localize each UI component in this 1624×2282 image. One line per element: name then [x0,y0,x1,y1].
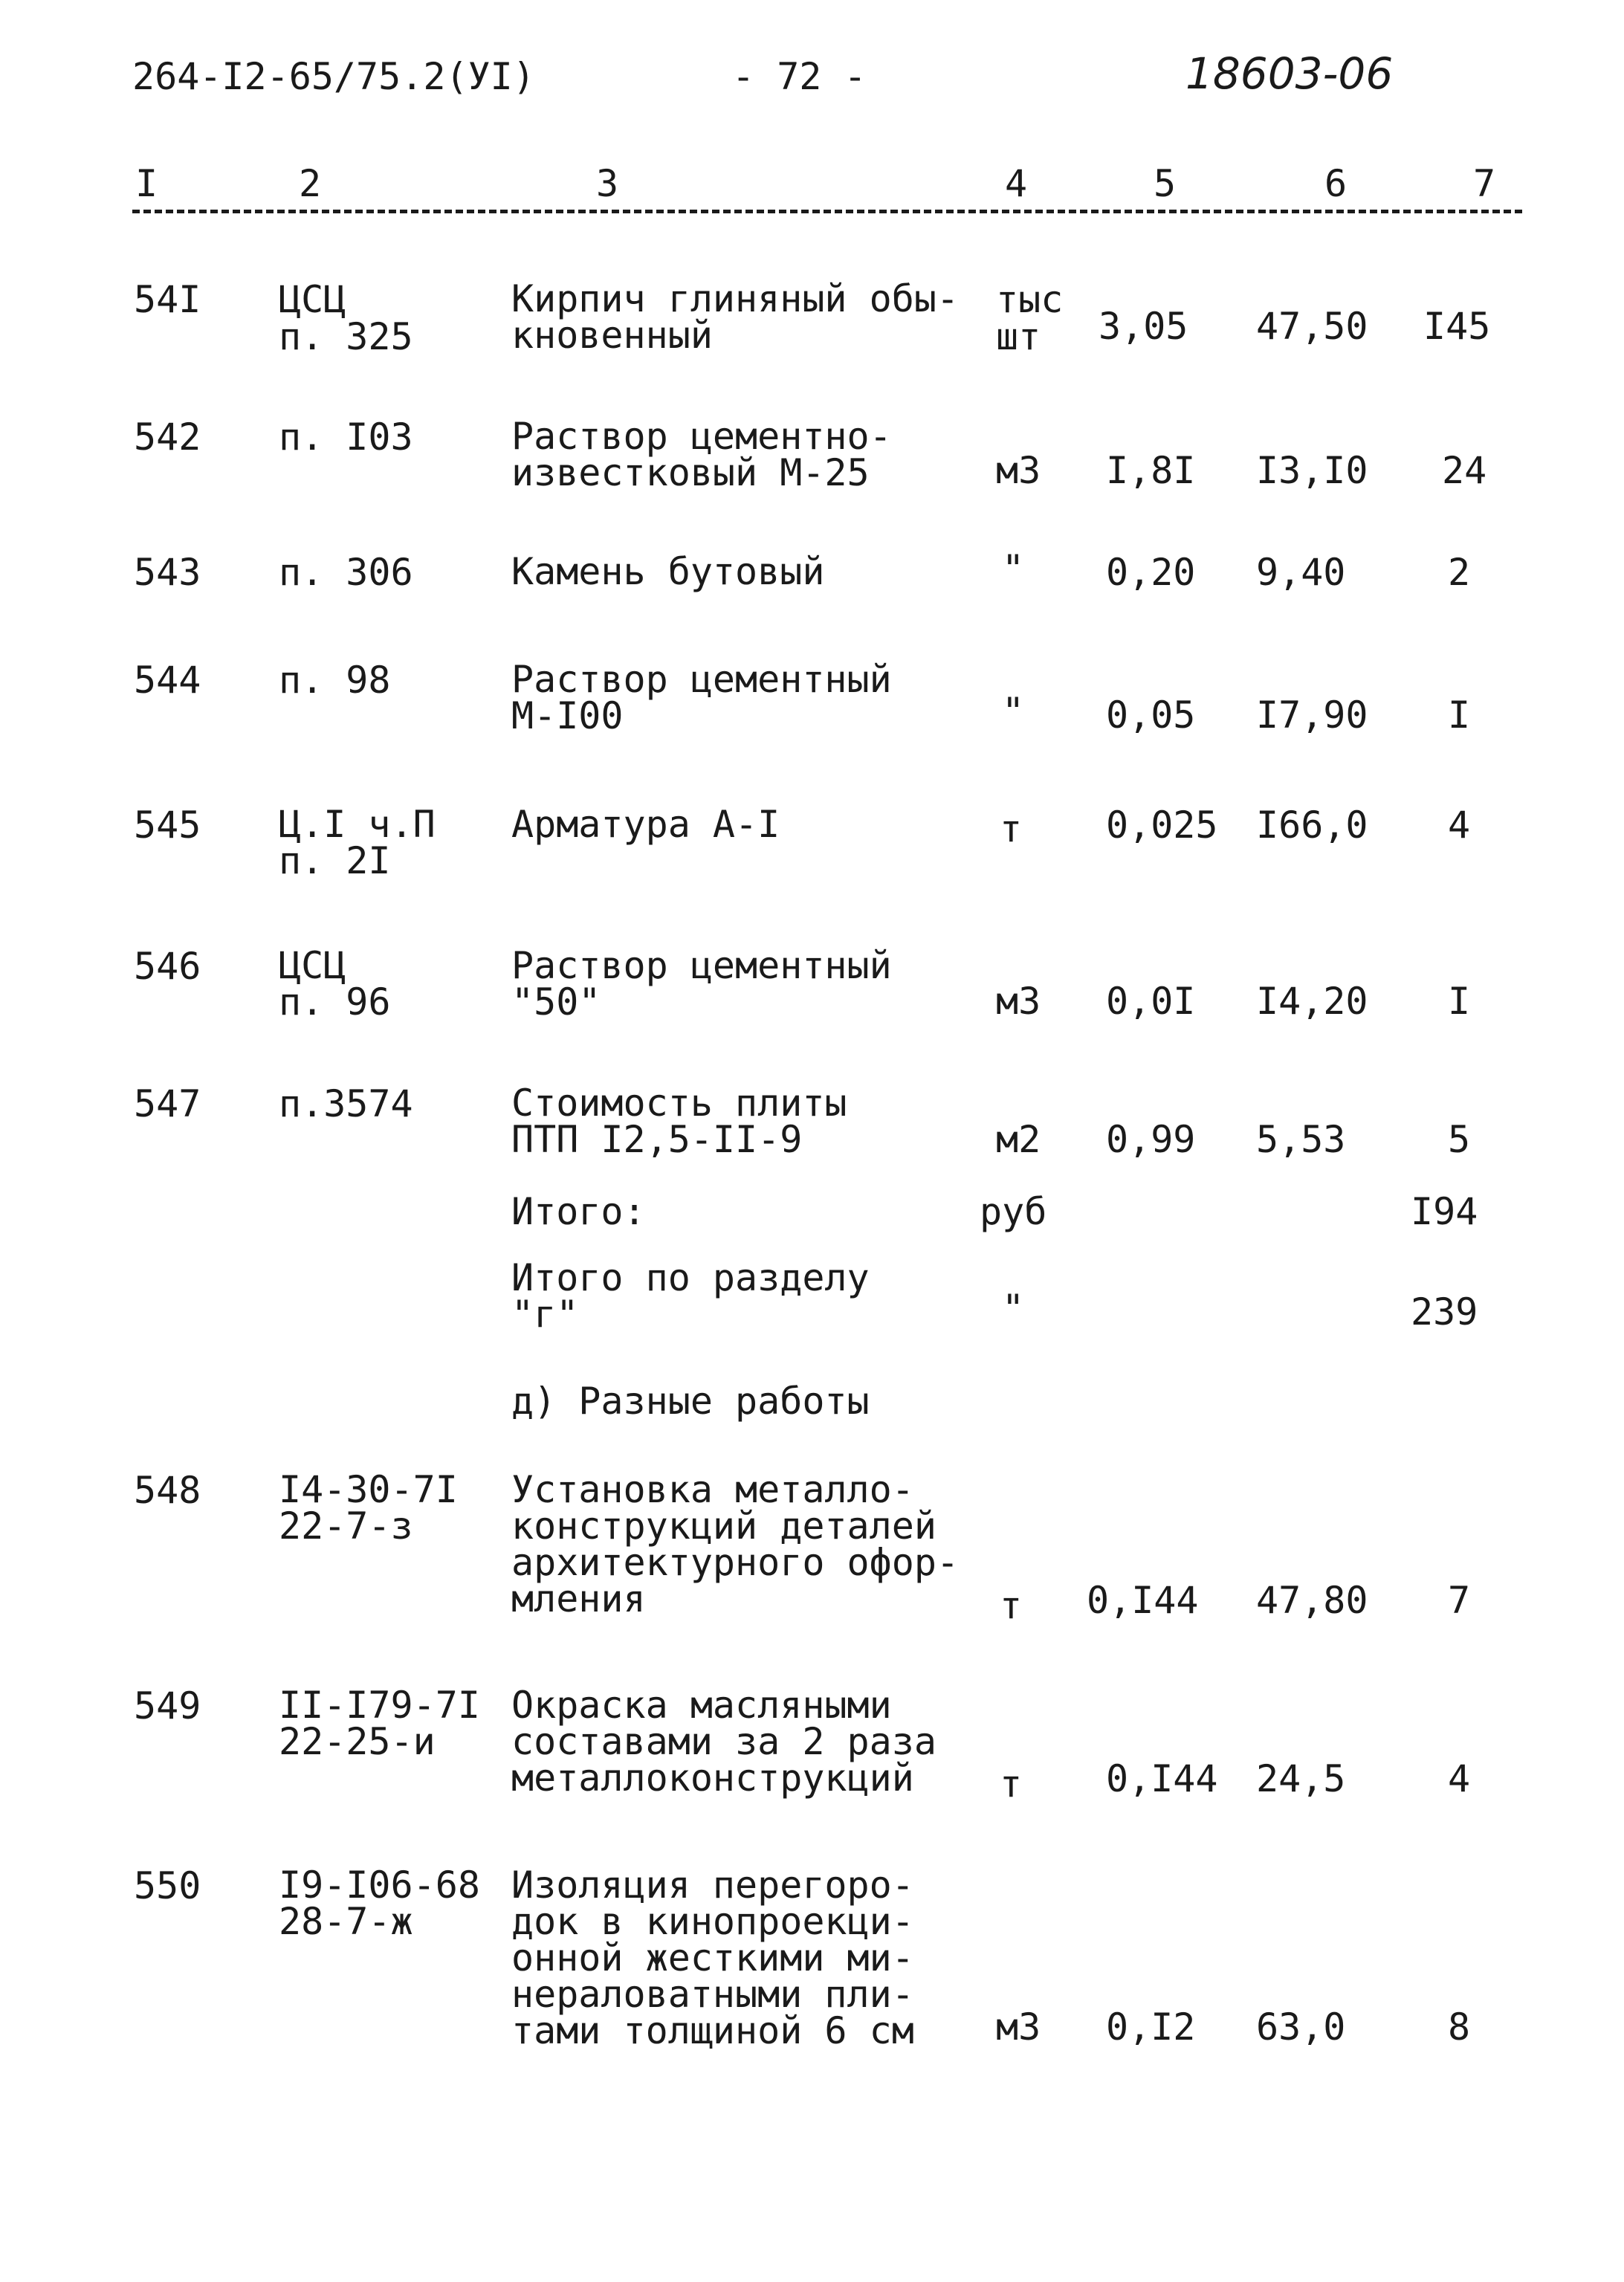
quantity: 0,025 [1106,804,1218,847]
unit-ditto-mark: " [1002,1287,1025,1330]
price-reference: II-I79-7I 22-25-и [279,1684,480,1763]
quantity: 0,I2 [1106,2005,1196,2049]
work-description: Установка металло- конструкций деталей архитектурного офор- мления [511,1468,960,1620]
page-number: - 72 - [732,55,867,98]
price-reference: п. 306 [279,551,413,594]
quantity: 0,20 [1106,551,1196,594]
row-number: 544 [134,659,201,702]
work-description: Раствор цементный "50" [511,944,892,1024]
row-number: 549 [134,1684,201,1727]
work-description: Кирпич глиняный обы- кновенный [511,277,960,357]
unit-ditto-mark: " [1002,690,1025,733]
unit-price: 47,50 [1256,305,1368,348]
column-number: 4 [1005,162,1028,205]
total-cost: I45 [1423,305,1491,348]
work-description: Изоляция перегоро- док в кинопроекци- онной жесткими ми- нераловатными пли- тами толщиной 6 см [511,1864,914,2052]
work-description: Окраска масляными составами за 2 раза металлоконструкций [511,1684,936,1800]
unit-price: 9,40 [1256,551,1346,594]
price-reference: I9-I06-68 28-7-ж [279,1864,480,1943]
price-reference: п. I03 [279,416,413,459]
subtotal-label: Итого: [511,1190,646,1233]
quantity: 3,05 [1099,305,1188,348]
unit-price: I7,90 [1256,694,1368,737]
total-cost: 24 [1442,449,1487,492]
quantity: 0,I44 [1087,1579,1199,1622]
price-reference: ЦСЦ п. 325 [279,278,413,358]
price-reference: Ц.I ч.П п. 2I [279,803,436,882]
quantity: I,8I [1106,449,1196,492]
work-description: Камень бутовый [511,550,825,593]
column-number: 7 [1473,162,1496,205]
unit: тыс шт [996,278,1064,358]
unit: т [1000,807,1023,850]
quantity: 0,0I [1106,980,1196,1023]
unit-price: I66,0 [1256,804,1368,847]
row-number: 548 [134,1469,201,1512]
total-cost: 2 [1448,551,1471,594]
section-heading-title: д) Разные работы [511,1380,870,1423]
column-number: I [135,162,158,205]
section-total-label: Итого по разделу "г" [511,1256,870,1336]
total-cost: 7 [1448,1579,1471,1622]
unit-price: I3,I0 [1256,449,1368,492]
subtotal-currency: руб [980,1190,1047,1233]
section-total-value: 239 [1411,1290,1478,1334]
subtotal-value: I94 [1411,1190,1478,1233]
price-reference: п. 98 [279,659,391,702]
work-description: Раствор цементно- известковый М-25 [511,415,892,494]
unit-ditto-mark: " [1002,547,1025,590]
row-number: 545 [134,804,201,847]
column-number: 6 [1324,162,1348,205]
row-number: 546 [134,945,201,988]
price-reference: I4-30-7I 22-7-з [279,1468,458,1548]
unit: т [1000,1584,1023,1627]
unit: м2 [996,1118,1041,1161]
total-cost: I [1448,980,1471,1023]
unit-price: I4,20 [1256,980,1368,1023]
quantity: 0,I44 [1106,1757,1218,1800]
row-number: 547 [134,1082,201,1125]
unit-price: 63,0 [1256,2005,1346,2049]
work-description: Раствор цементный М-I00 [511,658,892,737]
total-cost: 4 [1448,1757,1471,1800]
row-number: 542 [134,416,201,459]
work-description: Стоимость плиты ПТП I2,5-II-9 [511,1082,847,1161]
quantity: 0,99 [1106,1118,1196,1161]
unit: м3 [996,449,1041,492]
header-dashed-rule [132,210,1522,213]
unit: м3 [996,980,1041,1023]
unit-price: 47,80 [1256,1579,1368,1622]
column-number: 5 [1154,162,1177,205]
work-description: Арматура А-I [511,803,780,846]
row-number: 543 [134,551,201,594]
total-cost: 5 [1448,1118,1471,1161]
total-cost: 8 [1448,2005,1471,2049]
price-reference: п.3574 [279,1082,413,1125]
column-number: 2 [299,162,322,205]
total-cost: I [1448,694,1471,737]
document-code: 264-I2-65/75.2(УI) [132,55,535,98]
inventory-number: 18603-06 [1185,48,1394,99]
quantity: 0,05 [1106,694,1196,737]
unit-price: 24,5 [1256,1757,1346,1800]
row-number: 550 [134,1864,201,1907]
unit: т [1000,1762,1023,1806]
column-number: 3 [596,162,619,205]
unit: м3 [996,2005,1041,2049]
price-reference: ЦСЦ п. 96 [279,944,391,1024]
unit-price: 5,53 [1256,1118,1346,1161]
row-number: 54I [134,278,201,321]
total-cost: 4 [1448,804,1471,847]
